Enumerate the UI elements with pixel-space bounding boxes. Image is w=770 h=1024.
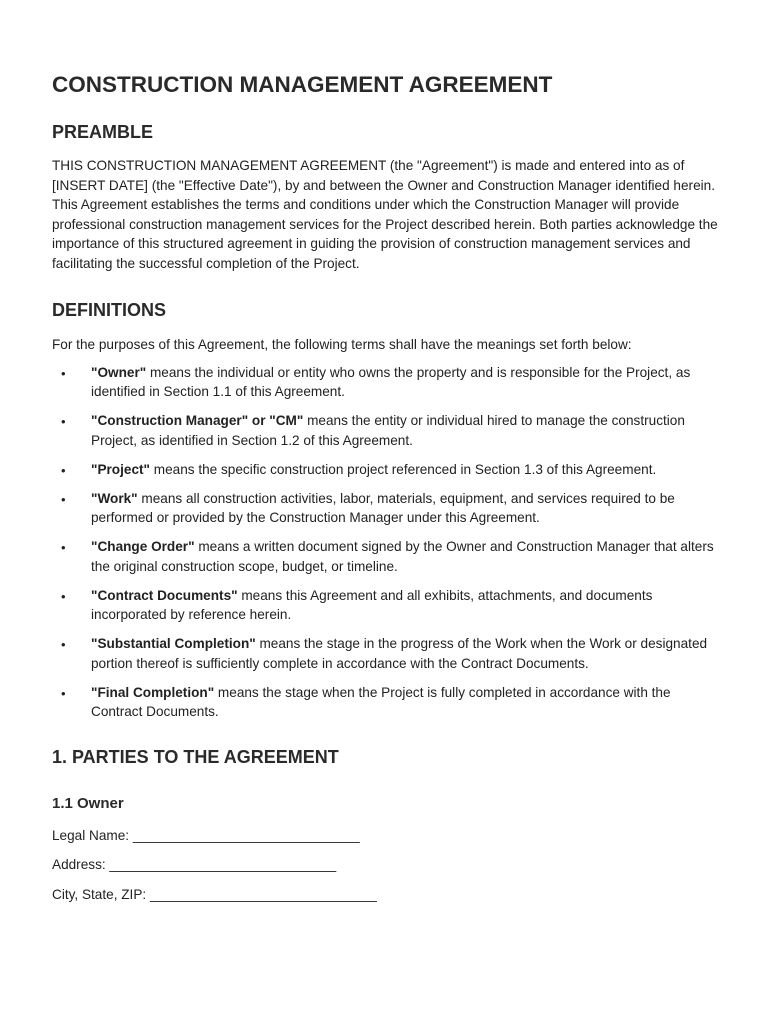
definition-term: "Construction Manager" or "CM" bbox=[91, 413, 304, 428]
definition-item-owner bbox=[52, 363, 718, 402]
owner-subheading: 1.1 Owner bbox=[52, 794, 124, 812]
bullet-icon: • bbox=[61, 414, 66, 429]
definition-text: means this Agreement and all exhibits, attachments, and documents incorporated by reference herein. bbox=[91, 587, 653, 622]
document-title: CONSTRUCTION MANAGEMENT AGREEMENT bbox=[52, 72, 553, 97]
owner-city-state-zip-field: City, State, ZIP: ______________________________ bbox=[52, 886, 377, 902]
definition-item-substantial-completion bbox=[52, 634, 718, 673]
definition-text: means a written document signed by the Owner and Construction Manager that alters the original construction scope, budget, or timeline. bbox=[91, 539, 714, 574]
bullet-icon: • bbox=[61, 540, 66, 555]
definitions-heading: DEFINITIONS bbox=[52, 300, 167, 320]
owner-address-field: Address: ______________________________ bbox=[52, 857, 337, 872]
definition-item-construction-manager bbox=[52, 411, 718, 450]
parties-heading: 1. PARTIES TO THE AGREEMENT bbox=[52, 746, 339, 767]
definition-term: "Contract Documents" bbox=[91, 587, 238, 603]
bullet-icon: • bbox=[61, 637, 66, 652]
definitions-list bbox=[52, 363, 718, 722]
preamble-heading: PREAMBLE bbox=[52, 122, 154, 142]
bullet-icon: • bbox=[61, 685, 66, 701]
bullet-icon: • bbox=[61, 588, 66, 604]
preamble-text: THIS CONSTRUCTION MANAGEMENT AGREEMENT (the "Agreement") is made and entered into as of [INSERT DATE] (the "Effective Date"), by and between the Owner and Construction Manager identified herein. This Agreement establishes the terms and conditions under which the Construction Manager will provide professional construction management services for the Project described herein. Both parties acknowledge the importance of this structured agreement in guiding the provision of construction management services and facilitating the successful completion of the Project. bbox=[52, 158, 718, 271]
definition-term: "Owner" bbox=[91, 364, 147, 380]
definition-item-change-order bbox=[52, 537, 718, 576]
definition-item-contract-documents bbox=[52, 586, 718, 625]
bullet-icon: • bbox=[61, 462, 66, 478]
definition-item-work bbox=[52, 489, 718, 528]
definition-term: "Change Order" bbox=[91, 539, 195, 554]
definition-text: means the stage when the Project is fully completed in accordance with the Contract Documents. bbox=[91, 684, 671, 719]
bullet-icon: • bbox=[61, 491, 66, 507]
definition-text: means the entity or individual hired to manage the construction Project, as identified in Section 1.2 of this Agreement. bbox=[91, 413, 685, 448]
definition-term: "Substantial Completion" bbox=[91, 636, 256, 651]
definition-term: "Work" bbox=[91, 490, 138, 506]
owner-legal-name-field: Legal Name: ______________________________ bbox=[52, 827, 360, 843]
definition-text: means the stage in the progress of the Work when the Work or designated portion thereof is sufficiently complete in accordance with the Contract Documents. bbox=[91, 636, 708, 671]
bullet-icon: • bbox=[61, 365, 66, 381]
definition-text: means the specific construction project referenced in Section 1.3 of this Agreement. bbox=[149, 461, 657, 477]
definition-item-final-completion bbox=[52, 683, 718, 722]
definitions-intro: For the purposes of this Agreement, the following terms shall have the meanings set forth below: bbox=[52, 337, 632, 352]
definition-item-project bbox=[52, 460, 718, 480]
definition-text: means the individual or entity who owns the property and is responsible for the Project, as identified in Section 1.1 of this Agreement. bbox=[91, 364, 691, 399]
definition-text: means all construction activities, labor, materials, equipment, and services required to be performed or provided by the Construction Manager under this Agreement. bbox=[91, 490, 675, 525]
definition-term: "Project" bbox=[91, 461, 150, 477]
definition-term: "Final Completion" bbox=[91, 684, 215, 700]
